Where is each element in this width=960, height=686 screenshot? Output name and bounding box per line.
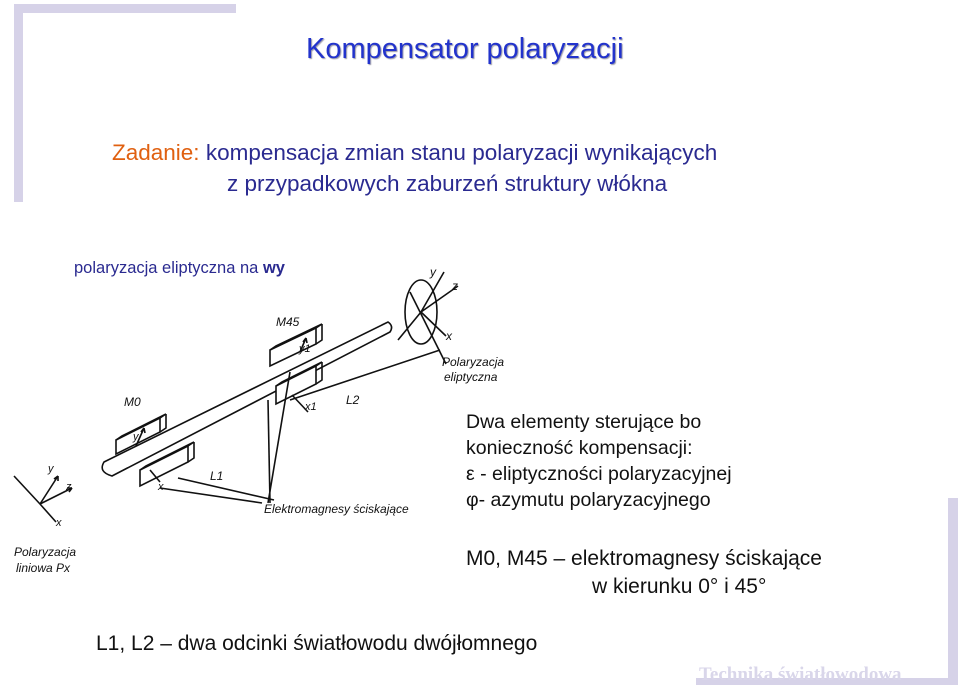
label-z-out: z — [452, 279, 458, 293]
label-x-in: x — [56, 517, 62, 529]
elliptic-note-text: polaryzacja eliptyczna na — [74, 259, 263, 277]
control-line-2: konieczność kompensacji: — [466, 437, 693, 459]
label-L1: L1 — [210, 469, 224, 483]
label-x-m0: x — [158, 481, 164, 493]
label-m0: M0 — [124, 395, 141, 409]
slide-title: Kompensator polaryzacji — [306, 33, 624, 65]
label-L2: L2 — [346, 393, 360, 407]
label-y-m0: y — [133, 431, 139, 443]
input-label-line1: Polaryzacja — [14, 545, 77, 559]
task-line-1: kompensacja zmian stanu polaryzacji wynikających — [199, 140, 718, 165]
label-y1: y1 — [299, 343, 311, 355]
control-line-1: Dwa elementy sterujące bo — [466, 411, 702, 433]
output-label-line1: Polaryzacja — [442, 355, 505, 369]
magnets-description — [466, 545, 822, 601]
segments-note: L1, L2 – dwa odcinki światłowodu dwójłomnego — [96, 632, 538, 655]
label-x1: x1 — [305, 401, 317, 413]
magnets-line-1: M0, M45 – elektromagnesy ściskające — [466, 547, 822, 570]
task-label: Zadanie: — [112, 140, 200, 165]
label-x-out: x — [446, 329, 452, 343]
control-elements-description — [466, 409, 732, 513]
label-y-in: y — [48, 463, 54, 475]
control-line-4: φ- azymutu polaryzacyjnego — [466, 489, 711, 511]
label-z-in: z — [66, 481, 72, 493]
input-label-line2: liniowa Px — [16, 561, 71, 575]
label-electromagnets: Elektromagnesy ściskające — [264, 502, 409, 516]
task-line-2: z przypadkowych zaburzeń struktury włókna — [227, 171, 668, 196]
label-y-out: y — [430, 265, 436, 279]
label-m45: M45 — [276, 315, 300, 329]
control-line-3: ε - eliptyczności polaryzacyjnej — [466, 463, 732, 485]
magnets-line-2: w kierunku 0° i 45° — [592, 575, 767, 598]
elliptic-note-bold: wy — [262, 259, 285, 277]
footer-course-title: Technika światłowodowa — [699, 664, 902, 685]
output-label-line2: eliptyczna — [444, 370, 498, 384]
